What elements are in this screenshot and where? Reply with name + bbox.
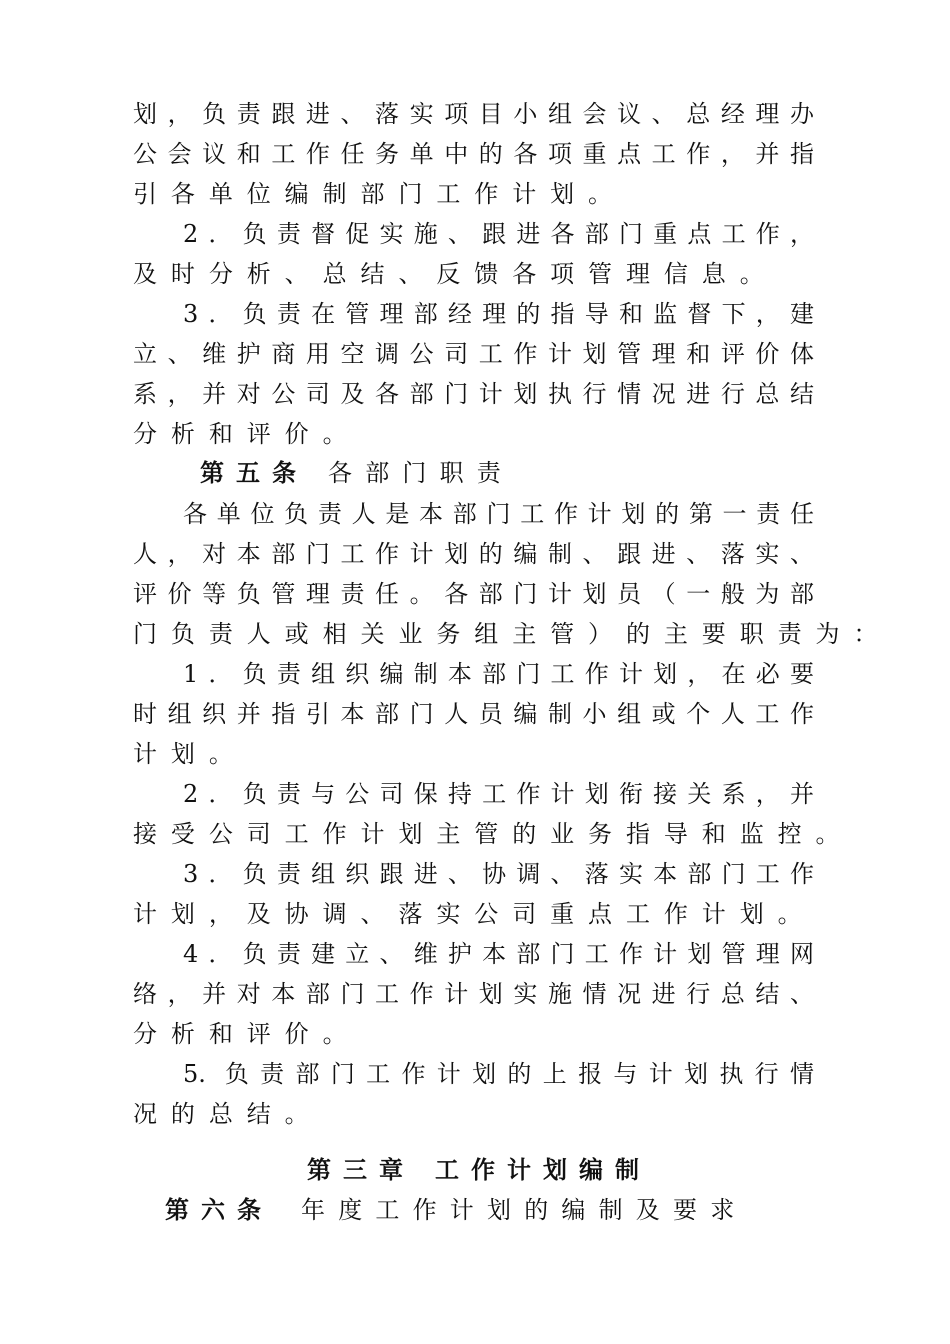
paragraph-line: 分析和评价。 xyxy=(133,1020,361,1048)
list-item-line: 3．负责组织跟进、协调、落实本部门工作 xyxy=(183,860,814,888)
paragraph-line: 公会议和工作任务单中的各项重点工作，并指 xyxy=(133,140,814,168)
article-5-heading xyxy=(200,458,514,488)
list-item-line: 2．负责与公司保持工作计划衔接关系，并 xyxy=(183,780,814,808)
chapter-3-subject: 工作计划编制 xyxy=(435,1155,651,1184)
paragraph-line: 计划。 xyxy=(133,740,247,768)
paragraph-line: 立、维护商用空调公司工作计划管理和评价体 xyxy=(133,340,814,368)
article-5-subject: 各部门职责 xyxy=(328,459,514,487)
paragraph-line: 络，并对本部门工作计划实施情况进行总结、 xyxy=(133,980,814,1008)
chapter-3-heading xyxy=(307,1155,651,1185)
paragraph-line: 及时分析、总结、反馈各项管理信息。 xyxy=(133,260,778,288)
paragraph-line: 评价等负管理责任。各部门计划员（一般为部 xyxy=(133,580,814,608)
article-6-title: 第六条 xyxy=(165,1195,273,1224)
paragraph-line: 接受公司工作计划主管的业务指导和监控。 xyxy=(133,820,854,848)
paragraph-line: 况的总结。 xyxy=(133,1100,323,1128)
paragraph-line: 人，对本部门工作计划的编制、跟进、落实、 xyxy=(133,540,814,568)
paragraph-line: 划，负责跟进、落实项目小组会议、总经理办 xyxy=(133,100,814,128)
list-item-line: 3．负责在管理部经理的指导和监督下，建 xyxy=(183,300,814,328)
paragraph-line: 分析和评价。 xyxy=(133,420,361,448)
list-item-line: 4．负责建立、维护本部门工作计划管理网 xyxy=(183,940,814,968)
paragraph-line: 计划，及协调、落实公司重点工作计划。 xyxy=(133,900,816,928)
paragraph-line: 各单位负责人是本部门工作计划的第一责任 xyxy=(183,500,814,528)
paragraph-line: 引各单位编制部门工作计划。 xyxy=(133,180,626,208)
list-item-line: 5. 负责部门工作计划的上报与计划执行情 xyxy=(183,1060,814,1088)
article-6-subject: 年度工作计划的编制及要求 xyxy=(301,1196,748,1224)
article-6-heading xyxy=(165,1195,747,1225)
list-item-line: 2．负责督促实施、跟进各部门重点工作， xyxy=(183,220,814,248)
list-item-line: 1．负责组织编制本部门工作计划，在必要 xyxy=(183,660,814,688)
paragraph-line: 门负责人或相关业务组主管）的主要职责为： xyxy=(133,620,892,648)
paragraph-line: 系，并对公司及各部门计划执行情况进行总结 xyxy=(133,380,814,408)
paragraph-line: 时组织并指引本部门人员编制小组或个人工作 xyxy=(133,700,814,728)
article-5-title: 第五条 xyxy=(200,458,308,487)
chapter-3-title: 第三章 xyxy=(307,1155,415,1184)
